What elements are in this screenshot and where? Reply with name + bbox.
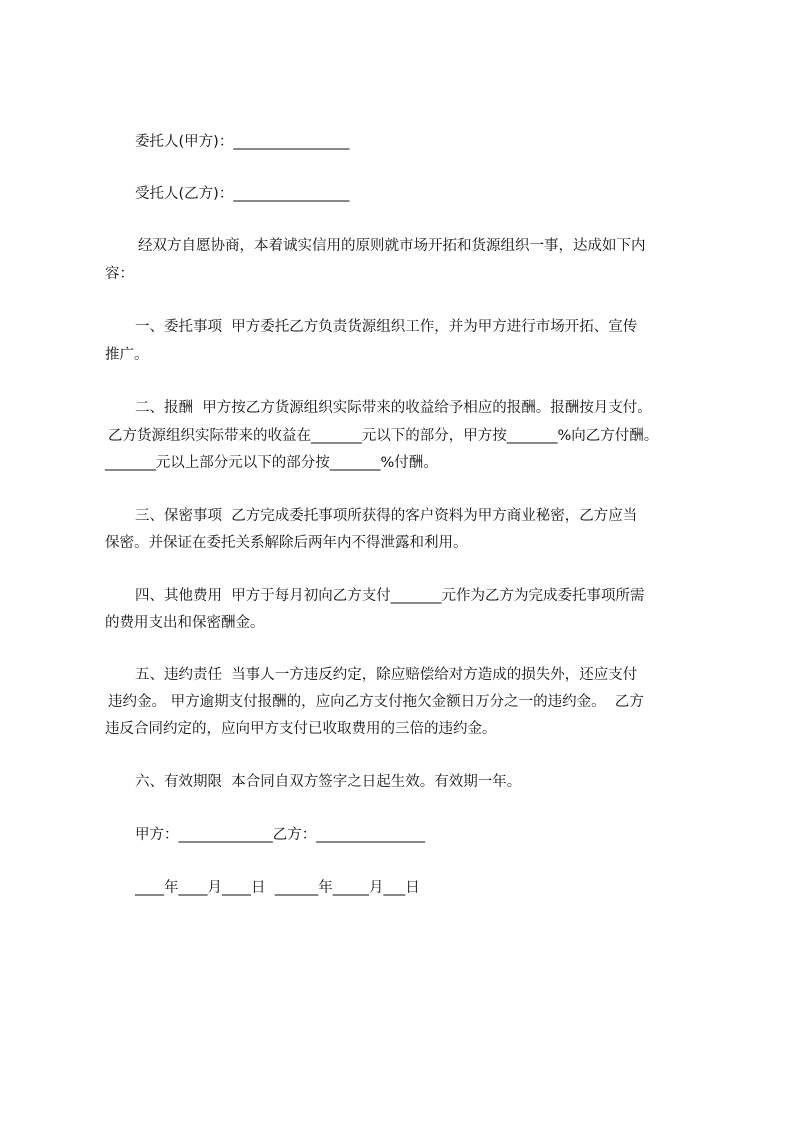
clause-4-line-1: 四、其他费用 甲方于每月初向乙方支付_______元作为乙方为完成委托事项所需 bbox=[135, 588, 645, 604]
clause-3-line-1: 三、保密事项 乙方完成委托事项所获得的客户资料为甲方商业秘密，乙方应当 bbox=[135, 508, 638, 524]
signature-parties-line: 甲方：_____________乙方：_______________ bbox=[135, 827, 425, 843]
clause-4-line-2: 的费用支出和保密酬金。 bbox=[105, 615, 265, 631]
intro-line-2: 容： bbox=[105, 266, 134, 282]
clause-6-line-1: 六、有效期限 本合同自双方签字之日起生效。有效期一年。 bbox=[135, 774, 522, 790]
clause-1-line-1: 一、委托事项 甲方委托乙方负责货源组织工作，并为甲方进行市场开拓、宣传 bbox=[135, 319, 638, 335]
signature-dates-line: ____年____月____日 ______年_____月___日 bbox=[135, 880, 420, 896]
agent-line: 受托人(乙方)：________________ bbox=[135, 186, 350, 202]
clause-1-line-2: 推广。 bbox=[105, 347, 149, 363]
clause-2-line-3: _______元以上部分元以下的部分按_______%付酬。 bbox=[105, 455, 438, 471]
clause-2-line-2: 乙方货源组织实际带来的收益在_______元以下的部分，甲方按_______%向乙方付酬。 bbox=[108, 428, 659, 444]
clause-5-line-3: 违反合同约定的，应向甲方支付已收取费用的三倍的违约金。 bbox=[105, 721, 497, 737]
principal-line: 委托人(甲方)：________________ bbox=[135, 134, 350, 150]
clause-5-line-1: 五、违约责任 当事人一方违反约定，除应赔偿给对方造成的损失外，还应支付 bbox=[135, 667, 638, 683]
intro-line-1: 经双方自愿协商，本着诚实信用的原则就市场开拓和货源组织一事，达成如下内 bbox=[138, 238, 646, 254]
clause-5-line-2: 违约金。 甲方逾期支付报酬的，应向乙方支付拖欠金额日万分之一的违约金。 乙方 bbox=[108, 694, 644, 710]
clause-2-line-1: 二、报酬 甲方按乙方货源组织实际带来的收益给予相应的报酬。报酬按月支付。 bbox=[135, 400, 652, 416]
clause-3-line-2: 保密。并保证在委托关系解除后两年内不得泄露和利用。 bbox=[105, 535, 468, 551]
